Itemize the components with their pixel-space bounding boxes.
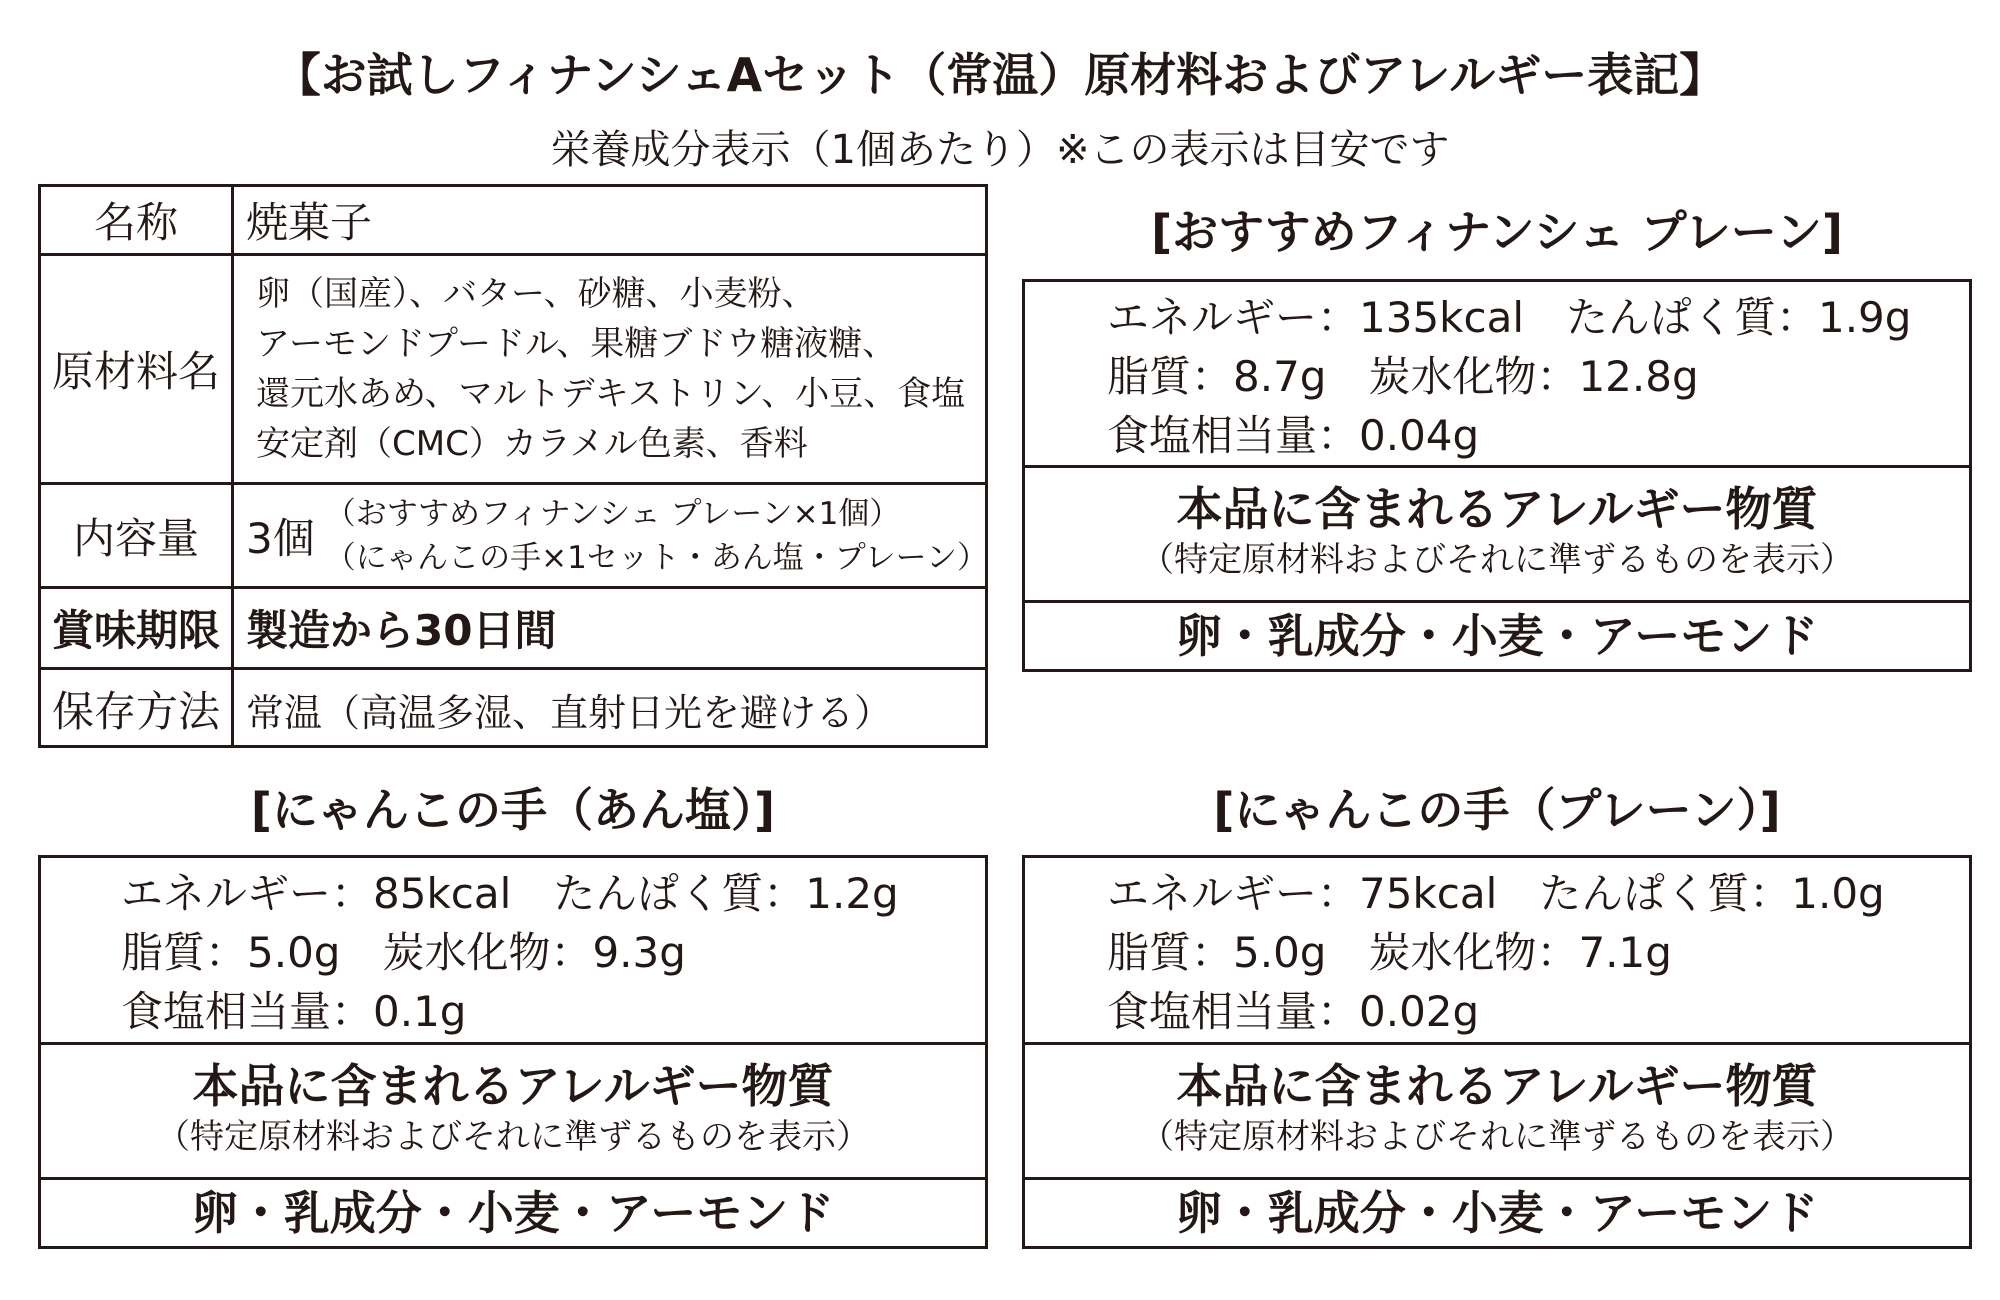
allergy-note: （特定原材料およびそれに準ずるものを表示）	[156, 1117, 870, 1157]
allergen-list: 卵・乳成分・小麦・アーモンド	[1175, 609, 1819, 663]
nutrition-line: 脂質：8.7g 炭水化物：12.8g	[1107, 352, 1699, 401]
allergy-header	[1025, 468, 1969, 603]
product-box	[1022, 279, 1972, 672]
ingredients-line: 安定剤（CMC）カラメル色素、香料	[256, 424, 808, 464]
page-title: 【お試しフィナンシェAセット（常温）原材料およびアレルギー表記】	[274, 48, 1726, 102]
allergy-title: 本品に含まれるアレルギー物質	[192, 1059, 834, 1113]
ingredients-row	[41, 256, 985, 485]
quantity-value	[234, 485, 988, 586]
ingredients-line: 卵（国産）、バター、砂糖、小麦粉、	[256, 274, 816, 314]
nutrition-facts	[1025, 858, 1969, 1045]
nutrition-facts	[41, 858, 985, 1045]
nutrition-line: 食塩相当量：0.04g	[1107, 411, 1480, 460]
nutrition-line: 食塩相当量：0.02g	[1107, 987, 1480, 1036]
name-row	[41, 187, 985, 256]
ingredients-label: 原材料名	[41, 256, 234, 482]
allergy-title: 本品に含まれるアレルギー物質	[1176, 1059, 1818, 1113]
nutrition-line: エネルギー：75kcal たんぱく質：1.0g	[1107, 869, 1885, 918]
expiry-label: 賞味期限	[41, 589, 234, 667]
storage-label: 保存方法	[41, 670, 234, 748]
product-box	[38, 855, 988, 1249]
ingredients-line: 還元水あめ、マルトデキストリン、小豆、食塩	[256, 374, 966, 414]
nutrition-line: 脂質：5.0g 炭水化物：7.1g	[1107, 928, 1672, 977]
quantity-label: 内容量	[41, 485, 234, 586]
quantity-note: （おすすめフィナンシェ プレーン×1個）	[324, 495, 901, 532]
quantity-count: 3個	[246, 513, 315, 563]
product-box	[1022, 855, 1972, 1249]
nutrition-note: 栄養成分表示（1個あたり）※この表示は目安です	[550, 127, 1450, 173]
allergy-title: 本品に含まれるアレルギー物質	[1176, 482, 1818, 536]
nutrition-line: エネルギー：85kcal たんぱく質：1.2g	[121, 869, 899, 918]
product-heading: [おすすめフィナンシェ プレーン]	[1151, 205, 1843, 259]
allergy-note: （特定原材料およびそれに準ずるものを表示）	[1140, 1117, 1854, 1157]
allergy-header	[41, 1045, 985, 1180]
allergy-note: （特定原材料およびそれに準ずるものを表示）	[1140, 540, 1854, 580]
storage-value: 常温（高温多湿、直射日光を避ける）	[246, 690, 893, 735]
allergy-header	[1025, 1045, 1969, 1180]
quantity-note: （にゃんこの手×1セット・あん塩・プレーン）	[324, 539, 988, 576]
quantity-row	[41, 485, 988, 589]
name-label: 名称	[41, 187, 234, 253]
name-value: 焼菓子	[246, 198, 373, 247]
nutrition-line: エネルギー：135kcal たんぱく質：1.9g	[1107, 293, 1912, 342]
product-info-table	[38, 184, 988, 748]
expiry-value: 製造から30日間	[246, 606, 557, 655]
nutrition-line: 脂質：5.0g 炭水化物：9.3g	[121, 928, 686, 977]
nutrition-facts	[1025, 282, 1969, 468]
product-heading: [にゃんこの手（プレーン）]	[1213, 783, 1781, 837]
ingredients-line: アーモンドプードル、果糖ブドウ糖液糖、	[256, 324, 897, 364]
allergen-list: 卵・乳成分・小麦・アーモンド	[1175, 1186, 1819, 1240]
storage-row	[41, 670, 985, 748]
expiry-row	[41, 589, 985, 670]
allergen-list: 卵・乳成分・小麦・アーモンド	[191, 1186, 835, 1240]
ingredients-value	[234, 256, 985, 482]
nutrition-line: 食塩相当量：0.1g	[121, 987, 467, 1036]
product-heading: [にゃんこの手（あん塩）]	[250, 783, 776, 837]
